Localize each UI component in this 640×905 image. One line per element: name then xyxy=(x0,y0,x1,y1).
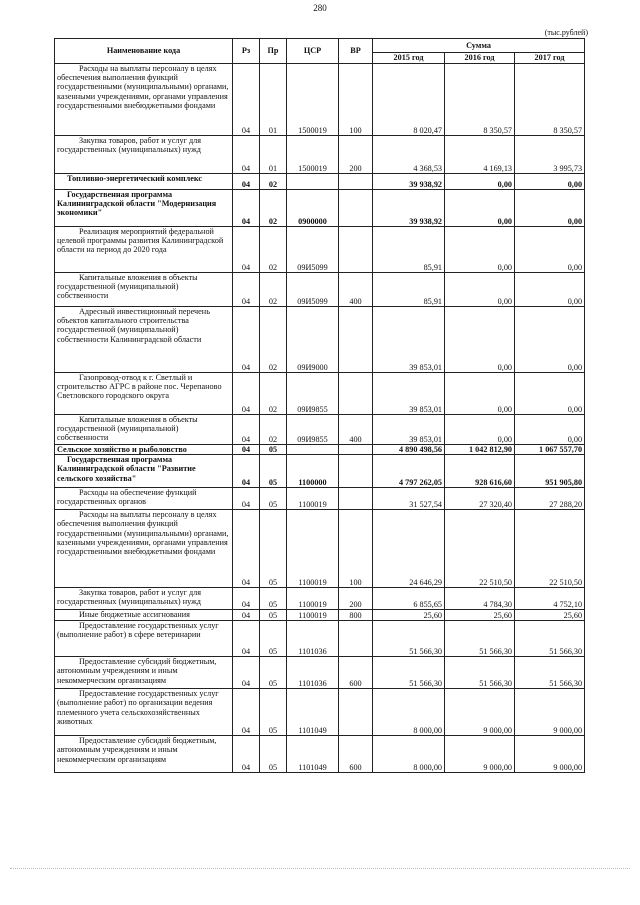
cell-y2015: 39 938,92 xyxy=(373,190,445,227)
cell-y2017: 0,00 xyxy=(515,373,585,415)
cell-rz: 04 xyxy=(233,190,260,227)
cell-vr xyxy=(339,455,373,488)
cell-y2016: 8 350,57 xyxy=(445,64,515,136)
cell-y2015: 31 527,54 xyxy=(373,488,445,510)
cell-y2015: 85,91 xyxy=(373,227,445,273)
cell-csr: 1500019 xyxy=(287,136,339,174)
cell-csr: 09И5099 xyxy=(287,273,339,307)
cell-csr: 1100000 xyxy=(287,455,339,488)
cell-y2017: 51 566,30 xyxy=(515,621,585,657)
cell-y2017: 51 566,30 xyxy=(515,657,585,689)
cell-csr: 1100019 xyxy=(287,488,339,510)
cell-pr: 02 xyxy=(260,373,287,415)
cell-y2015: 4 368,53 xyxy=(373,136,445,174)
row-name: Закупка товаров, работ и услуг для государственных (муниципальных) нужд xyxy=(55,136,233,174)
cell-y2015: 39 853,01 xyxy=(373,307,445,373)
table-row xyxy=(55,621,585,657)
row-name: Газопровод-отвод к г. Светлый и строительство АГРС в районе пос. Черепаново Светловского городского округа xyxy=(55,373,233,415)
cell-y2016: 0,00 xyxy=(445,174,515,190)
cell-y2015: 39 938,92 xyxy=(373,174,445,190)
cell-pr: 05 xyxy=(260,657,287,689)
table-row xyxy=(55,136,585,174)
cell-pr: 05 xyxy=(260,588,287,610)
cell-pr: 05 xyxy=(260,488,287,510)
cell-pr: 05 xyxy=(260,455,287,488)
cell-vr xyxy=(339,307,373,373)
row-name: Иные бюджетные ассигнования xyxy=(55,610,233,621)
cell-rz: 04 xyxy=(233,510,260,588)
cell-pr: 05 xyxy=(260,689,287,736)
cell-rz: 04 xyxy=(233,373,260,415)
table-row xyxy=(55,415,585,445)
cell-csr: 1100019 xyxy=(287,588,339,610)
cell-pr: 02 xyxy=(260,415,287,445)
cell-pr: 02 xyxy=(260,190,287,227)
cell-rz: 04 xyxy=(233,488,260,510)
cell-csr: 09И5099 xyxy=(287,227,339,273)
row-name: Предоставление субсидий бюджетным, автономным учреждениям и иным некоммерческим организациям xyxy=(55,657,233,689)
cell-y2015: 85,91 xyxy=(373,273,445,307)
table-row xyxy=(55,445,585,455)
cell-pr: 02 xyxy=(260,174,287,190)
cell-y2016: 928 616,60 xyxy=(445,455,515,488)
cell-y2016: 51 566,30 xyxy=(445,621,515,657)
page-number: 280 xyxy=(313,3,327,13)
cell-rz: 04 xyxy=(233,227,260,273)
header-2016: 2016 год xyxy=(445,53,515,64)
table-row xyxy=(55,273,585,307)
cell-y2017: 9 000,00 xyxy=(515,689,585,736)
row-name: Расходы на выплаты персоналу в целях обеспечения выполнения функций государственными (муниципальными) органами, казенными учреждениями, органами управления государственными внебюджетными фондами xyxy=(55,64,233,136)
table-row xyxy=(55,510,585,588)
header-2015: 2015 год xyxy=(373,53,445,64)
cell-vr xyxy=(339,227,373,273)
cell-y2016: 22 510,50 xyxy=(445,510,515,588)
cell-pr: 05 xyxy=(260,445,287,455)
cell-vr: 100 xyxy=(339,510,373,588)
cell-rz: 04 xyxy=(233,736,260,773)
cell-y2016: 9 000,00 xyxy=(445,736,515,773)
cell-y2015: 39 853,01 xyxy=(373,373,445,415)
cell-y2016: 4 169,13 xyxy=(445,136,515,174)
cell-rz: 04 xyxy=(233,445,260,455)
header-name: Наименование кода xyxy=(55,39,233,64)
cell-y2017: 4 752,10 xyxy=(515,588,585,610)
header-csr: ЦСР xyxy=(287,39,339,64)
row-name: Государственная программа Калининградской области "Развитие сельского хозяйства" xyxy=(55,455,233,488)
row-name: Топливно-энергетический комплекс xyxy=(55,174,233,190)
cell-vr xyxy=(339,190,373,227)
row-name: Расходы на обеспечение функций государственных органов xyxy=(55,488,233,510)
table-row xyxy=(55,307,585,373)
cell-rz: 04 xyxy=(233,455,260,488)
row-name: Адресный инвестиционный перечень объектов капитального строительства государственной (муниципальной) собственности Калининградской области xyxy=(55,307,233,373)
cell-pr: 02 xyxy=(260,227,287,273)
cell-y2015: 4 797 262,05 xyxy=(373,455,445,488)
cell-y2017: 0,00 xyxy=(515,190,585,227)
table-row xyxy=(55,610,585,621)
cell-vr: 400 xyxy=(339,273,373,307)
cell-y2016: 27 320,40 xyxy=(445,488,515,510)
table-row xyxy=(55,689,585,736)
cell-y2016: 0,00 xyxy=(445,415,515,445)
header-vr: ВР xyxy=(339,39,373,64)
cell-y2016: 51 566,30 xyxy=(445,657,515,689)
row-name: Реализация мероприятий федеральной целевой программы развития Калининградской области на период до 2020 года xyxy=(55,227,233,273)
cell-y2017: 3 995,73 xyxy=(515,136,585,174)
cell-vr: 200 xyxy=(339,588,373,610)
cell-y2015: 4 890 498,56 xyxy=(373,445,445,455)
table-row xyxy=(55,64,585,136)
table-row xyxy=(55,227,585,273)
cell-y2015: 24 646,29 xyxy=(373,510,445,588)
cell-csr: 1101036 xyxy=(287,621,339,657)
cell-vr: 100 xyxy=(339,64,373,136)
table-row xyxy=(55,190,585,227)
cell-rz: 04 xyxy=(233,415,260,445)
cell-vr xyxy=(339,621,373,657)
cell-y2017: 0,00 xyxy=(515,415,585,445)
cell-y2015: 8 020,47 xyxy=(373,64,445,136)
cell-vr: 600 xyxy=(339,736,373,773)
cell-y2015: 8 000,00 xyxy=(373,689,445,736)
cell-vr xyxy=(339,488,373,510)
cell-y2016: 1 042 812,90 xyxy=(445,445,515,455)
cell-y2015: 25,60 xyxy=(373,610,445,621)
table-row xyxy=(55,174,585,190)
cell-y2016: 0,00 xyxy=(445,227,515,273)
cell-rz: 04 xyxy=(233,273,260,307)
cell-vr xyxy=(339,174,373,190)
cell-csr: 09И9000 xyxy=(287,307,339,373)
table-row xyxy=(55,455,585,488)
cell-y2017: 0,00 xyxy=(515,227,585,273)
cell-rz: 04 xyxy=(233,307,260,373)
cell-y2015: 51 566,30 xyxy=(373,621,445,657)
table-row xyxy=(55,588,585,610)
cell-y2015: 8 000,00 xyxy=(373,736,445,773)
cell-y2016: 0,00 xyxy=(445,273,515,307)
cell-csr: 1101036 xyxy=(287,657,339,689)
cell-csr: 1101049 xyxy=(287,736,339,773)
cell-y2017: 0,00 xyxy=(515,307,585,373)
cell-rz: 04 xyxy=(233,136,260,174)
table-row xyxy=(55,736,585,773)
cell-rz: 04 xyxy=(233,689,260,736)
cell-y2017: 0,00 xyxy=(515,273,585,307)
cell-y2015: 51 566,30 xyxy=(373,657,445,689)
cell-csr: 1101049 xyxy=(287,689,339,736)
header-2017: 2017 год xyxy=(515,53,585,64)
cell-vr: 600 xyxy=(339,657,373,689)
cell-rz: 04 xyxy=(233,657,260,689)
row-name: Предоставление государственных услуг (выполнение работ) по организации ведения племенного учета сельскохозяйственных животных xyxy=(55,689,233,736)
cell-csr: 0900000 xyxy=(287,190,339,227)
cell-csr xyxy=(287,174,339,190)
cell-vr xyxy=(339,373,373,415)
header-sum: Сумма xyxy=(373,39,585,53)
cell-rz: 04 xyxy=(233,174,260,190)
cell-y2017: 0,00 xyxy=(515,174,585,190)
cell-csr: 09И9855 xyxy=(287,415,339,445)
cell-y2017: 22 510,50 xyxy=(515,510,585,588)
row-name: Сельское хозяйство и рыболовство xyxy=(55,445,233,455)
row-name: Предоставление субсидий бюджетным, автономным учреждениям и иным некоммерческим организациям xyxy=(55,736,233,773)
header-pr: Пр xyxy=(260,39,287,64)
row-name: Капитальные вложения в объекты государственной (муниципальной) собственности xyxy=(55,273,233,307)
table-row xyxy=(55,657,585,689)
cell-csr: 1100019 xyxy=(287,610,339,621)
cell-y2016: 0,00 xyxy=(445,373,515,415)
cell-y2016: 0,00 xyxy=(445,190,515,227)
cell-pr: 01 xyxy=(260,136,287,174)
cell-y2017: 27 288,20 xyxy=(515,488,585,510)
cell-y2016: 0,00 xyxy=(445,307,515,373)
cell-csr: 1500019 xyxy=(287,64,339,136)
row-name: Капитальные вложения в объекты государственной (муниципальной) собственности xyxy=(55,415,233,445)
cell-y2016: 9 000,00 xyxy=(445,689,515,736)
cell-pr: 02 xyxy=(260,307,287,373)
cell-y2015: 6 855,65 xyxy=(373,588,445,610)
cell-vr xyxy=(339,689,373,736)
cell-pr: 05 xyxy=(260,510,287,588)
cell-csr xyxy=(287,445,339,455)
cell-y2017: 9 000,00 xyxy=(515,736,585,773)
cell-y2017: 951 905,80 xyxy=(515,455,585,488)
cell-pr: 05 xyxy=(260,610,287,621)
cell-pr: 01 xyxy=(260,64,287,136)
cell-rz: 04 xyxy=(233,588,260,610)
cell-rz: 04 xyxy=(233,621,260,657)
footer-rule xyxy=(10,868,630,870)
cell-vr: 200 xyxy=(339,136,373,174)
cell-y2016: 25,60 xyxy=(445,610,515,621)
cell-vr: 400 xyxy=(339,415,373,445)
row-name: Расходы на выплаты персоналу в целях обеспечения выполнения функций государственными (муниципальными) органами, казенными учреждениями, органами управления государственными внебюджетными фондами xyxy=(55,510,233,588)
cell-y2017: 25,60 xyxy=(515,610,585,621)
budget-table xyxy=(54,38,585,773)
cell-vr xyxy=(339,445,373,455)
cell-rz: 04 xyxy=(233,64,260,136)
cell-rz: 04 xyxy=(233,610,260,621)
cell-vr: 800 xyxy=(339,610,373,621)
cell-y2017: 1 067 557,70 xyxy=(515,445,585,455)
cell-y2015: 39 853,01 xyxy=(373,415,445,445)
table-row xyxy=(55,488,585,510)
cell-y2017: 8 350,57 xyxy=(515,64,585,136)
cell-csr: 1100019 xyxy=(287,510,339,588)
header-rz: Рз xyxy=(233,39,260,64)
cell-pr: 05 xyxy=(260,736,287,773)
cell-y2016: 4 784,30 xyxy=(445,588,515,610)
row-name: Предоставление государственных услуг (выполнение работ) в сфере ветеринарии xyxy=(55,621,233,657)
cell-pr: 05 xyxy=(260,621,287,657)
cell-pr: 02 xyxy=(260,273,287,307)
row-name: Государственная программа Калининградской области "Модернизация экономики" xyxy=(55,190,233,227)
row-name: Закупка товаров, работ и услуг для государственных (муниципальных) нужд xyxy=(55,588,233,610)
units-label: (тыс.рублей) xyxy=(544,28,588,37)
table-row xyxy=(55,373,585,415)
cell-csr: 09И9855 xyxy=(287,373,339,415)
